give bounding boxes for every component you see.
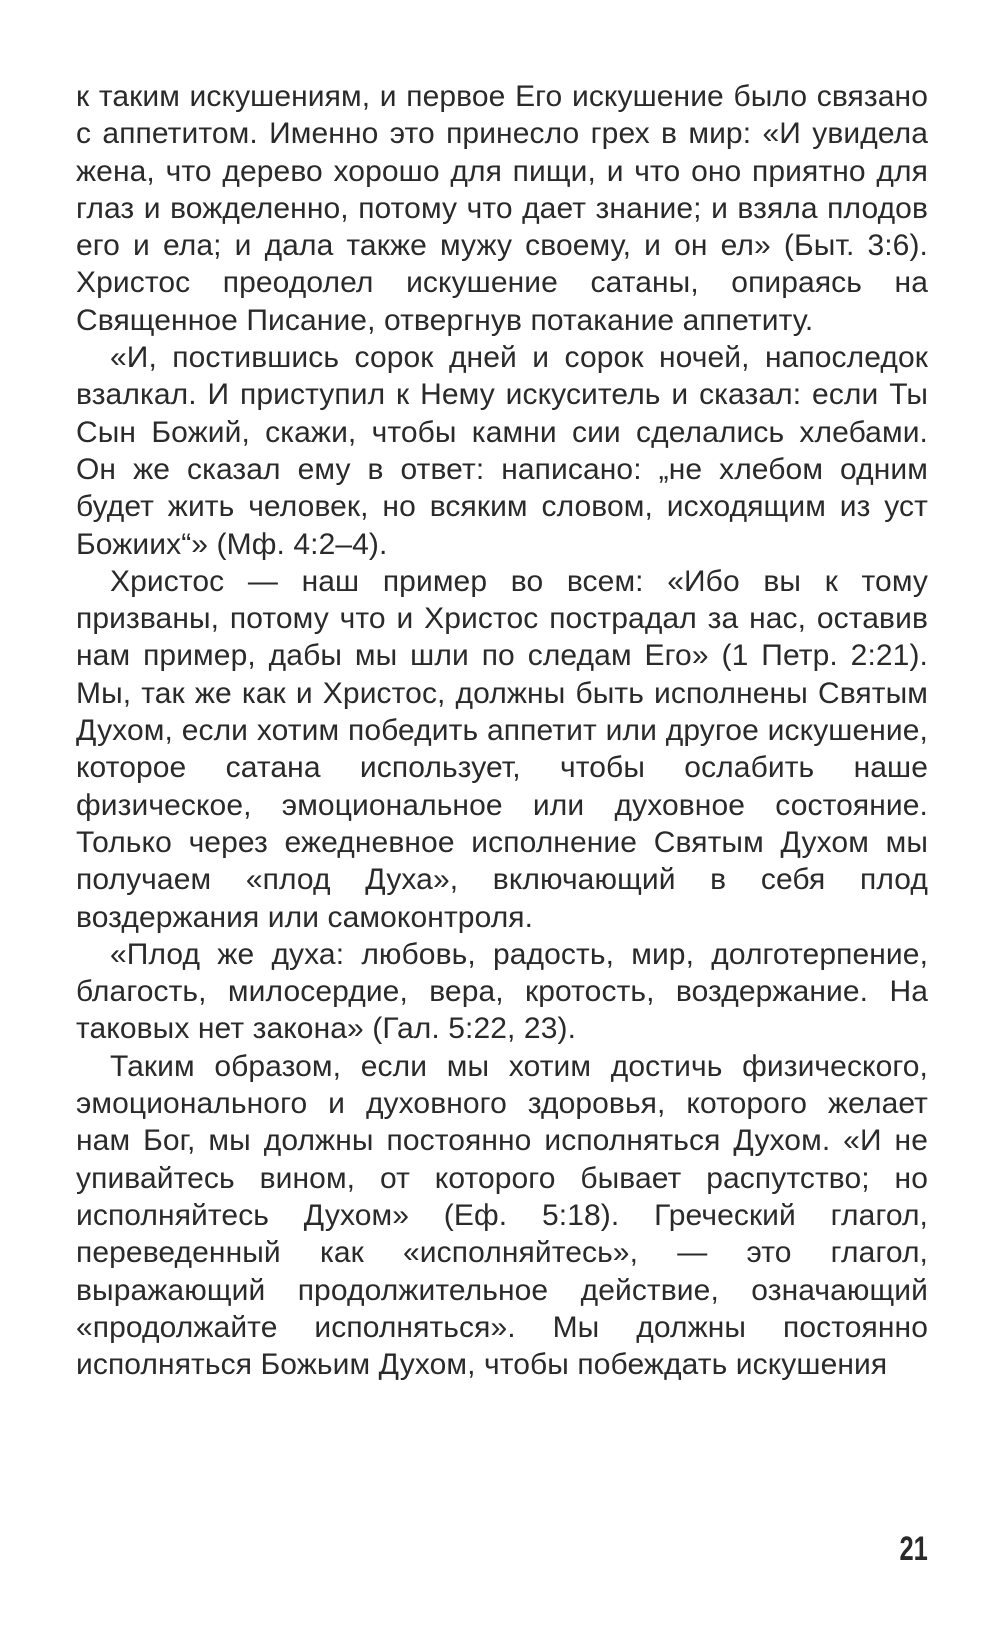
body-text bbox=[76, 78, 928, 1383]
paragraph-2: «И, постившись сорок дней и сорок ночей, напоследок взалкал. И приступил к Нему искуситель и сказал: если Ты Сын Божий, скажи, чтобы камни сии сделались хлебами. Он же сказал ему в ответ: написано: „не хлебом одним будет жить человек, но всяким словом, исходящим из уст Божиих“» (Мф. 4:2–4). bbox=[76, 341, 928, 561]
paragraph-4: «Плод же духа: любовь, радость, мир, долготерпение, благость, милосердие, вера, кротость, воздержание. На таковых нет закона» (Гал. 5:22, 23). bbox=[76, 937, 928, 1046]
paragraph-3: Христос — наш пример во всем: «Ибо вы к тому призваны, потому что и Христос пострадал за нас, оставив нам пример, дабы мы шли по следам Его» (1 Петр. 2:21). Мы, так же как и Христос, должны быть исполнены Святым Духом, если хотим победить аппетит или другое искушение, которое сатана использует, чтобы ослабить наше физическое, эмоциональное или духовное состояние. Только через ежедневное исполнение Святым Духом мы получаем «плод Духа», включающий в себя плод воздержания или самоконтроля. bbox=[76, 564, 928, 934]
page-number: 21 bbox=[899, 1530, 928, 1568]
paragraph-5: Таким образом, если мы хотим достичь физического, эмоционального и духовного здоровья, которого желает нам Бог, мы должны постоянно исполняться Духом. «И не упивайтесь вином, от которого бывает распутство; но исполняйтесь Духом» (Еф. 5:18). Греческий глагол, переведенный как «исполняйтесь», — это глагол, выражающий продолжительное действие, означающий «продолжайте исполняться». Мы должны постоянно исполняться Божьим Духом, чтобы побеждать искушения bbox=[76, 1049, 928, 1382]
paragraph-1: к таким искушениям, и первое Его искушение было связано с аппетитом. Именно это принесло грех в мир: «И увидела жена, что дерево хорошо для пищи, и что оно приятно для глаз и вожделенно, потому что дает знание; и взяла плодов его и ела; и дала также мужу своему, и он ел» (Быт. 3:6). Христос преодолел искушение сатаны, опираясь на Священное Писание, отвергнув потакание аппетиту. bbox=[76, 80, 928, 337]
